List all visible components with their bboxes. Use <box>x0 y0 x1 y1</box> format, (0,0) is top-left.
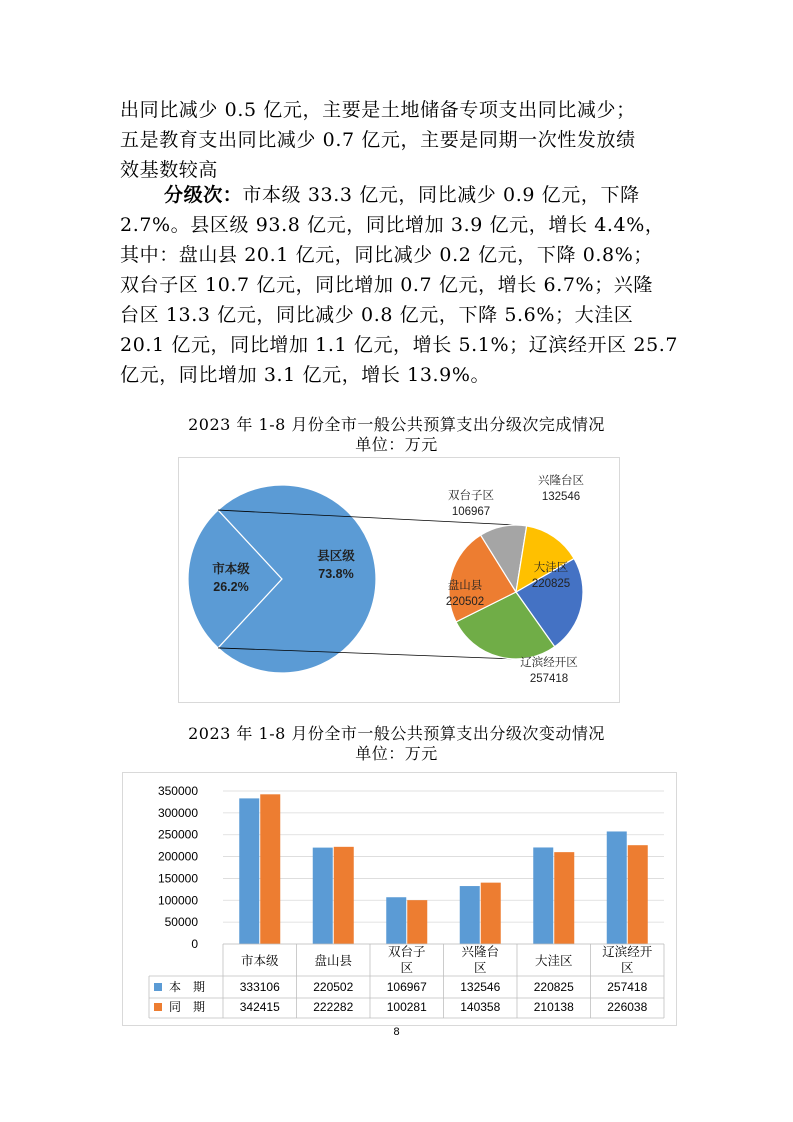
detail-value-双台子区: 106967 <box>451 506 491 518</box>
paragraph-education <box>120 95 690 185</box>
text-line: 出同比减少 0.5 亿元，主要是土地储备专项支出同比减少； <box>120 99 636 121</box>
bar-chart-subtitle: 单位：万元 <box>355 744 438 763</box>
detail-label-双台子区: 双台子区 <box>448 490 494 502</box>
table-value: 226038 <box>607 1000 648 1014</box>
y-tick-label: 250000 <box>157 827 198 842</box>
bar-current-4 <box>533 847 553 944</box>
pie-label-县区级: 县区级 <box>317 549 355 563</box>
text-line: 20.1 亿元，同比增加 1.1 亿元，增长 5.1%；辽滨经开区 25.7 <box>120 334 679 356</box>
bar-chart-title: 2023 年 1-8 月份全市一般公共预算支出分级次变动情况 <box>188 724 605 743</box>
bar-prior-2 <box>407 900 427 944</box>
category-label: 大洼区 <box>534 954 573 968</box>
legend-label: 同 期 <box>169 1000 206 1014</box>
bar-chart-frame <box>122 772 677 1026</box>
table-value: 132546 <box>460 980 501 994</box>
table-value: 100281 <box>386 1000 427 1014</box>
pie-label-市本级: 市本级 <box>212 562 250 576</box>
detail-value-盘山县: 220502 <box>445 596 485 608</box>
y-tick-label: 350000 <box>157 784 198 798</box>
pie-of-pie-chart <box>179 458 619 702</box>
detail-value-辽滨经开区: 257418 <box>529 673 569 685</box>
y-tick-label: 50000 <box>164 915 198 930</box>
table-value: 333106 <box>239 980 280 994</box>
table-value: 220825 <box>533 980 574 994</box>
y-tick-label: 200000 <box>157 849 198 864</box>
category-label: 区 <box>473 961 487 975</box>
bar-current-2 <box>386 897 406 944</box>
text-line: 双台子区 10.7 亿元，同比增加 0.7 亿元，增长 6.7%；兴隆 <box>120 274 653 296</box>
category-label: 区 <box>620 961 634 975</box>
bar-current-0 <box>239 798 259 944</box>
detail-label-盘山县: 盘山县 <box>447 580 483 592</box>
table-value: 342415 <box>239 1000 280 1014</box>
text-line: 2.7%。县区级 93.8 亿元，同比增加 3.9 亿元，增长 4.4%， <box>120 214 665 236</box>
text-line-rest: 市本级 33.3 亿元，同比减少 0.9 亿元，下降 <box>242 184 640 206</box>
bar-prior-5 <box>628 845 648 944</box>
bar-current-1 <box>313 848 333 944</box>
page-number: 8 <box>393 1026 400 1038</box>
category-label: 区 <box>400 961 414 975</box>
table-value: 140358 <box>460 1000 501 1014</box>
category-label: 双台子 <box>387 945 426 959</box>
table-value: 257418 <box>607 980 648 994</box>
text-line: 亿元，同比增加 3.1 亿元，增长 13.9%。 <box>120 364 491 386</box>
text-line <box>120 180 690 210</box>
detail-value-大洼区: 220825 <box>531 578 571 590</box>
detail-value-兴隆台区: 132546 <box>541 491 581 503</box>
paragraph-lead: 分级次： <box>164 184 243 206</box>
table-value: 210138 <box>533 1000 574 1014</box>
y-tick-label: 150000 <box>157 871 198 886</box>
text-line: 效基数较高 <box>120 159 219 181</box>
detail-label-兴隆台区: 兴隆台区 <box>538 475 584 487</box>
pie-chart-frame <box>178 457 620 703</box>
legend-swatch <box>154 983 162 991</box>
pie-chart-subtitle: 单位：万元 <box>355 435 438 454</box>
y-tick-label: 300000 <box>157 805 198 820</box>
pie-percent-县区级: 73.8% <box>318 567 354 581</box>
table-value: 106967 <box>386 980 427 994</box>
bar-chart <box>123 773 676 1025</box>
category-label: 市本级 <box>240 954 279 968</box>
bar-prior-4 <box>554 852 574 944</box>
bar-prior-1 <box>334 847 354 944</box>
category-label: 辽滨经开 <box>602 945 653 959</box>
paragraph-by-level <box>120 180 690 390</box>
pie-percent-市本级: 26.2% <box>213 580 249 594</box>
pie-chart-title: 2023 年 1-8 月份全市一般公共预算支出分级次完成情况 <box>188 415 605 434</box>
category-label: 兴隆台 <box>461 945 500 959</box>
text-line: 五是教育支出同比减少 0.7 亿元，主要是同期一次性发放绩 <box>120 129 636 151</box>
bar-current-3 <box>460 886 480 944</box>
category-label: 盘山县 <box>314 954 353 968</box>
detail-label-大洼区: 大洼区 <box>533 562 569 574</box>
bar-prior-0 <box>260 794 280 944</box>
legend-label: 本 期 <box>169 980 206 994</box>
table-value: 222282 <box>313 1000 354 1014</box>
bar-current-5 <box>607 831 627 944</box>
y-tick-label: 100000 <box>157 893 198 908</box>
bar-prior-3 <box>481 883 501 944</box>
text-line: 台区 13.3 亿元，同比减少 0.8 亿元，下降 5.6%；大洼区 <box>120 304 634 326</box>
legend-swatch <box>154 1003 162 1011</box>
table-value: 220502 <box>313 980 354 994</box>
detail-label-辽滨经开区: 辽滨经开区 <box>520 657 578 669</box>
y-tick-label: 0 <box>191 937 198 951</box>
text-line: 其中：盘山县 20.1 亿元，同比减少 0.2 亿元，下降 0.8%； <box>120 244 653 266</box>
